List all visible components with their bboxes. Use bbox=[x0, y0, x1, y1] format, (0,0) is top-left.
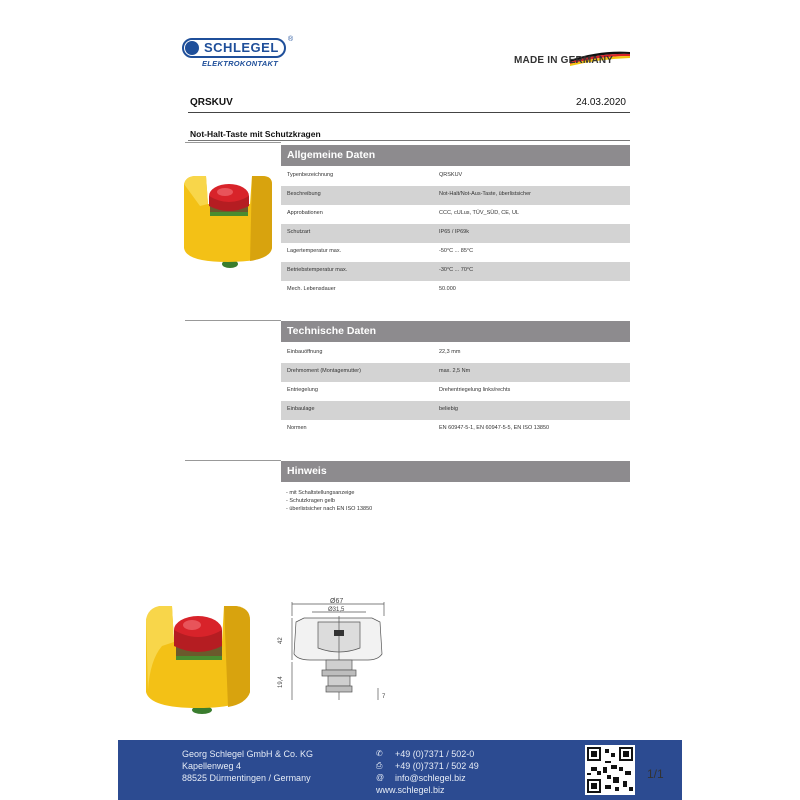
document-date: 24.03.2020 bbox=[575, 97, 626, 108]
title-divider bbox=[188, 140, 630, 141]
section-note-line bbox=[185, 460, 281, 461]
phone-icon: ✆ bbox=[376, 749, 383, 758]
row-key: Betriebstemperatur max. bbox=[287, 267, 348, 273]
footer-phone[interactable]: +49 (0)7371 / 502-0 bbox=[395, 749, 475, 759]
table-row bbox=[281, 243, 630, 262]
row-value: EN 60947-5-1, EN 60947-5-5, EN ISO 13850 bbox=[439, 425, 550, 431]
table-row bbox=[281, 420, 630, 439]
footer-fax: +49 (0)7371 / 502 49 bbox=[395, 761, 479, 771]
logo-subtitle: ELEKTROKONTAKT bbox=[202, 59, 279, 68]
made-in-germany: MADE IN GERMANY bbox=[514, 55, 614, 66]
row-value: beliebig bbox=[439, 406, 458, 412]
technical-drawing bbox=[270, 596, 395, 708]
row-value: Drehentriegelung links/rechts bbox=[439, 387, 511, 393]
footer-website[interactable]: www.schlegel.biz bbox=[376, 785, 445, 795]
footer-email[interactable]: info@schlegel.biz bbox=[395, 773, 466, 783]
row-key: Beschreibung bbox=[287, 191, 321, 197]
row-key: Typenbezeichnung bbox=[287, 172, 334, 178]
dim-inner-label: Ø31,5 bbox=[328, 607, 345, 613]
fax-icon: ⎙ bbox=[376, 761, 383, 770]
logo-registered: ® bbox=[288, 36, 294, 43]
row-key: Normen bbox=[287, 425, 307, 431]
row-key: Entriegelung bbox=[287, 387, 318, 393]
footer-city: 88525 Dürmentingen / Germany bbox=[182, 773, 311, 783]
table-row bbox=[281, 262, 630, 281]
footer-street: Kapellenweg 4 bbox=[182, 761, 242, 771]
row-key: Einbaulage bbox=[287, 406, 315, 412]
qr-code-icon[interactable] bbox=[585, 745, 635, 795]
row-value: 22,3 mm bbox=[439, 349, 461, 355]
logo-name: SCHLEGEL bbox=[204, 40, 279, 55]
table-row bbox=[281, 401, 630, 420]
row-value: CCC, cULus, TÜV_SÜD, CE, UL bbox=[439, 210, 519, 216]
table-row bbox=[281, 205, 630, 224]
footer-company: Georg Schlegel GmbH & Co. KG bbox=[182, 749, 314, 759]
section-general-header: Allgemeine Daten bbox=[281, 145, 630, 166]
email-icon: @ bbox=[376, 773, 385, 782]
row-value: max. 2,5 Nm bbox=[439, 368, 471, 374]
page-number: 1/1 bbox=[647, 767, 664, 781]
footer-bar bbox=[118, 740, 682, 800]
section-technical-header: Technische Daten bbox=[281, 321, 630, 342]
section-note-header: Hinweis bbox=[281, 461, 630, 482]
dim-outer-label: Ø67 bbox=[330, 598, 344, 605]
table-row bbox=[281, 344, 630, 363]
row-value: QRSKUV bbox=[439, 172, 463, 178]
section-general-line bbox=[185, 142, 281, 143]
note-item: - mit Schaltstellungsanzeige bbox=[286, 490, 355, 496]
table-row bbox=[281, 224, 630, 243]
product-image-bottom bbox=[140, 600, 255, 715]
row-value: -30°C ... 70°C bbox=[439, 267, 474, 273]
row-key: Schutzart bbox=[287, 229, 311, 235]
row-key: Drehmoment (Montagemutter) bbox=[287, 368, 361, 374]
row-key: Mech. Lebensdauer bbox=[287, 286, 336, 292]
dim-height-label: 42 bbox=[278, 637, 284, 644]
table-row bbox=[281, 382, 630, 401]
table-row bbox=[281, 167, 630, 186]
row-key: Approbationen bbox=[287, 210, 323, 216]
row-key: Einbauöffnung bbox=[287, 349, 323, 355]
note-item: - Schutzkragen gelb bbox=[286, 498, 335, 504]
logo-ring-icon bbox=[185, 41, 199, 55]
table-row bbox=[281, 363, 630, 382]
dim-lower-label: 19,4 bbox=[278, 676, 284, 688]
row-key: Lagertemperatur max. bbox=[287, 248, 342, 254]
row-value: 50.000 bbox=[439, 286, 456, 292]
row-value: Not-Halt/Not-Aus-Taste, überlistsicher bbox=[439, 191, 532, 197]
table-row bbox=[281, 281, 630, 300]
schlegel-logo bbox=[182, 38, 292, 70]
product-image-top bbox=[180, 166, 275, 270]
header-divider bbox=[188, 112, 630, 113]
section-technical-line bbox=[185, 320, 281, 321]
product-code: QRSKUV bbox=[190, 97, 233, 108]
note-item: - überlistsicher nach EN ISO 13850 bbox=[286, 506, 373, 512]
product-title: Not-Halt-Taste mit Schutzkragen bbox=[190, 129, 321, 139]
dim-side-label: 7 bbox=[382, 694, 386, 700]
row-value: -50°C ... 85°C bbox=[439, 248, 474, 254]
row-value: IP65 / IP69k bbox=[439, 229, 469, 235]
table-row bbox=[281, 186, 630, 205]
